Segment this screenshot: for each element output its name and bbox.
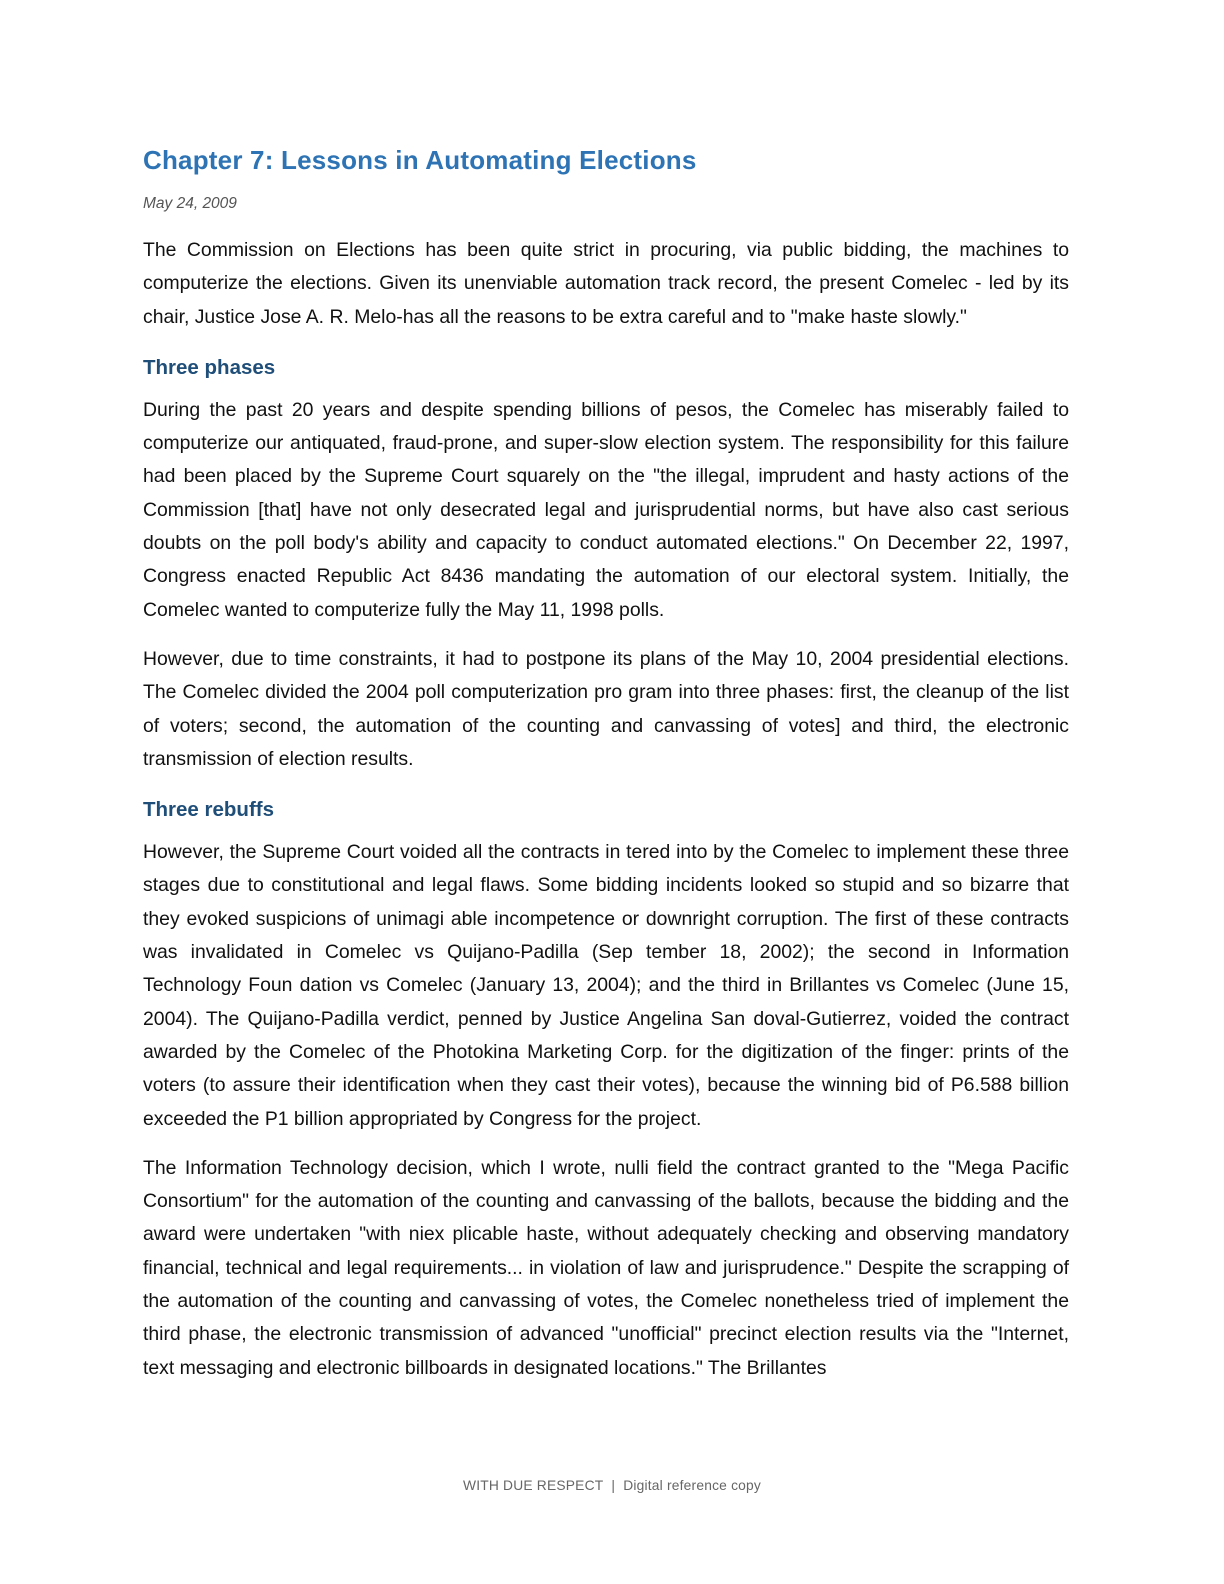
footer-separator: | <box>611 1478 616 1493</box>
intro-paragraph: The Commission on Elections has been quite strict in procuring, via public bidding, the machines to computerize the elections. Given its unenviable automation track record, the present Comelec - led by its chair, Justice Jose A. R. Melo-has all the reasons to be extra careful and to "make haste slowly." <box>143 239 1069 328</box>
document-page <box>143 140 1069 1401</box>
footer-book-title: WITH DUE RESPECT <box>462 1478 604 1493</box>
publication-date: May 24, 2009 <box>143 195 237 212</box>
paragraph: The Information Technology decision, which I wrote, nulli field the contract granted to the "Mega Pacific Consortium" for the automation of the counting and canvassing of the ballots, because the bidding and the award were undertaken "with niex plicable haste, without adequately checking and observing mandatory financial, technical and legal requirements... in violation of law and jurisprudence." Despite the scrapping of the automation of the counting and canvassing of votes, the Comelec nonetheless tried of implement the third phase, the electronic transmission of advanced "unofficial" precinct election results via the "Internet, text messaging and electronic billboards in designated locations." The Brillantes <box>143 1156 1069 1379</box>
paragraph: During the past 20 years and despite spending billions of pesos, the Comelec has miserably failed to computerize our antiquated, fraud-prone, and super-slow election system. The responsibility for this failure had been placed by the Supreme Court squarely on the "the illegal, imprudent and hasty actions of the Commission [that] have not only desecrated legal and jurisprudential norms, but have also cast serious doubts on the poll body's ability and capacity to conduct automated elections." On December 22, 1997, Congress enacted Republic Act 8436 mandating the automation of our electoral system. Initially, the Comelec wanted to computerize fully the May 11, 1998 polls. <box>143 398 1069 621</box>
chapter-title: Chapter 7: Lessons in Automating Elections <box>143 145 697 175</box>
section-heading-three-rebuffs: Three rebuffs <box>143 798 274 822</box>
section-heading-three-phases: Three phases <box>143 355 276 379</box>
footer-copy-label: Digital reference copy <box>623 1478 762 1493</box>
paragraph: However, due to time constraints, it had to postpone its plans of the May 10, 2004 presidential elections. The Comelec divided the 2004 poll computerization pro gram into three phases: first, the cleanup of the list of voters; second, the automation of the counting and canvassing of votes] and third, the electronic transmission of election results. <box>143 647 1069 770</box>
paragraph: However, the Supreme Court voided all the contracts in tered into by the Comelec to implement these three stages due to constitutional and legal flaws. Some bidding incidents looked so stupid and so bizarre that they evoked suspicions of unimagi able incompetence or downright corruption. The first of these contracts was invalidated in Comelec vs Quijano-Padilla (Sep tember 18, 2002); the second in Information Technology Foun dation vs Comelec (January 13, 2004); and the third in Brillantes vs Comelec (June 15, 2004). The Quijano-Padilla verdict, penned by Justice Angelina San doval-Gutierrez, voided the contract awarded by the Comelec of the Photokina Marketing Corp. for the digitization of the finger: prints of the voters (to assure their identification when they cast their votes), because the winning bid of P6.588 billion exceeded the P1 billion appropriated by Congress for the project. <box>143 841 1069 1130</box>
page-footer <box>0 1478 1224 1493</box>
